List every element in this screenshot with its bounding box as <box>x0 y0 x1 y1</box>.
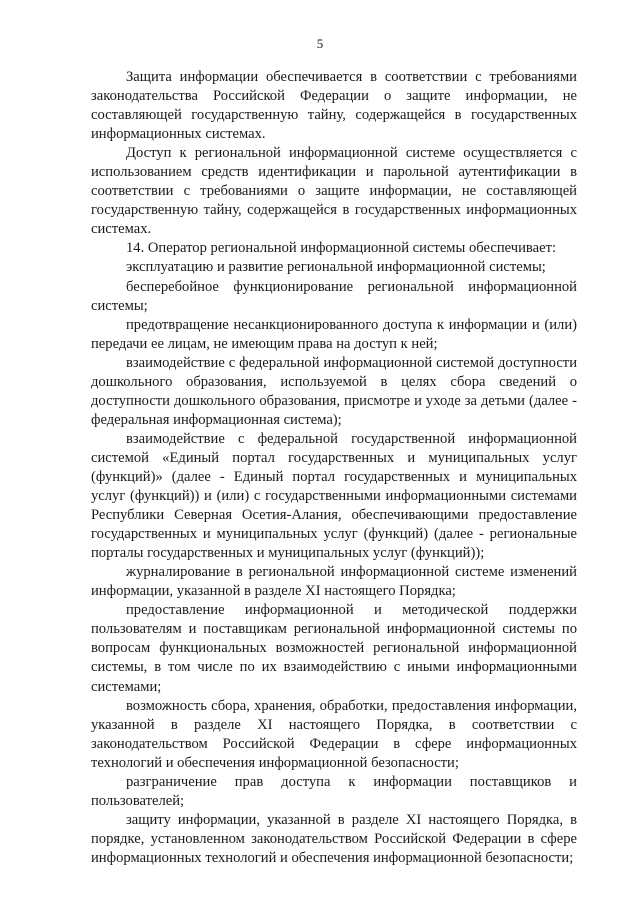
paragraph-support: предоставление информационной и методической поддержки пользователям и поставщикам региональной информационной системы по вопросам функциональных возможностей региональной информационной системы, в том числе по их взаимодействию с иными информационными системами; <box>91 602 577 695</box>
paragraph-uninterrupted: бесперебойное функционирование региональной информационной системы; <box>91 278 577 314</box>
paragraph-operation: эксплуатацию и развитие региональной информационной системы; <box>126 259 546 276</box>
paragraph-federal-interaction: взаимодействие с федеральной информационной системой доступности дошкольного образования, используемой в целях сбора сведений о доступности дошкольного образования, присмотре и уходе за детьми (далее - федеральная информационная система); <box>91 354 577 428</box>
paragraph-access: Доступ к региональной информационной системе осуществляется с использованием средств идентификации и парольной аутентификации в соответствии с требованиями о защите информации, не составляющей государственную тайну, содержащейся в государственных информационных системах. <box>91 145 577 238</box>
paragraph-prevention: предотвращение несанкционированного доступа к информации и (или) передачи ее лицам, не имеющим права на доступ к ней; <box>91 316 577 352</box>
paragraph-access-rights: разграничение прав доступа к информации поставщиков и пользователей; <box>91 773 577 809</box>
paragraph-info-protection: Защита информации обеспечивается в соответствии с требованиями законодательства Российской Федерации о защите информации, не составляющей государственную тайну, содержащейся в государственных информационных системах. <box>91 69 577 143</box>
paragraph-journaling: журналирование в региональной информационной системе изменений информации, указанной в разделе XI настоящего Порядка; <box>91 564 577 600</box>
page-number: 5 <box>316 36 324 51</box>
paragraph-portal-interaction: взаимодействие с федеральной государственной информационной системой «Единый портал государственных и муниципальных услуг (функций)» (далее - Единый портал государственных и муниципальных услуг (функций)) и (или) с государственными информационными системами Республики Северная Осетия-Алания, обеспечивающими предоставление государственных и муниципальных услуг (функций) (далее - региональные порталы государственных и муниципальных услуг (функций)); <box>91 430 577 562</box>
paragraph-clause-14: 14. Оператор региональной информационной системы обеспечивает: <box>126 240 556 257</box>
document-body <box>91 68 577 868</box>
paragraph-collection: возможность сбора, хранения, обработки, предоставления информации, указанной в разделе XI настоящего Порядка, в соответствии с законодательством Российской Федерации в сфере информационных технологий и обеспечения информационной безопасности; <box>91 697 577 771</box>
paragraph-data-protection: защиту информации, указанной в разделе XI настоящего Порядка, в порядке, установленном законодательством Российской Федерации в сфере информационных технологий и обеспечения информационной безопасности; <box>91 811 577 866</box>
